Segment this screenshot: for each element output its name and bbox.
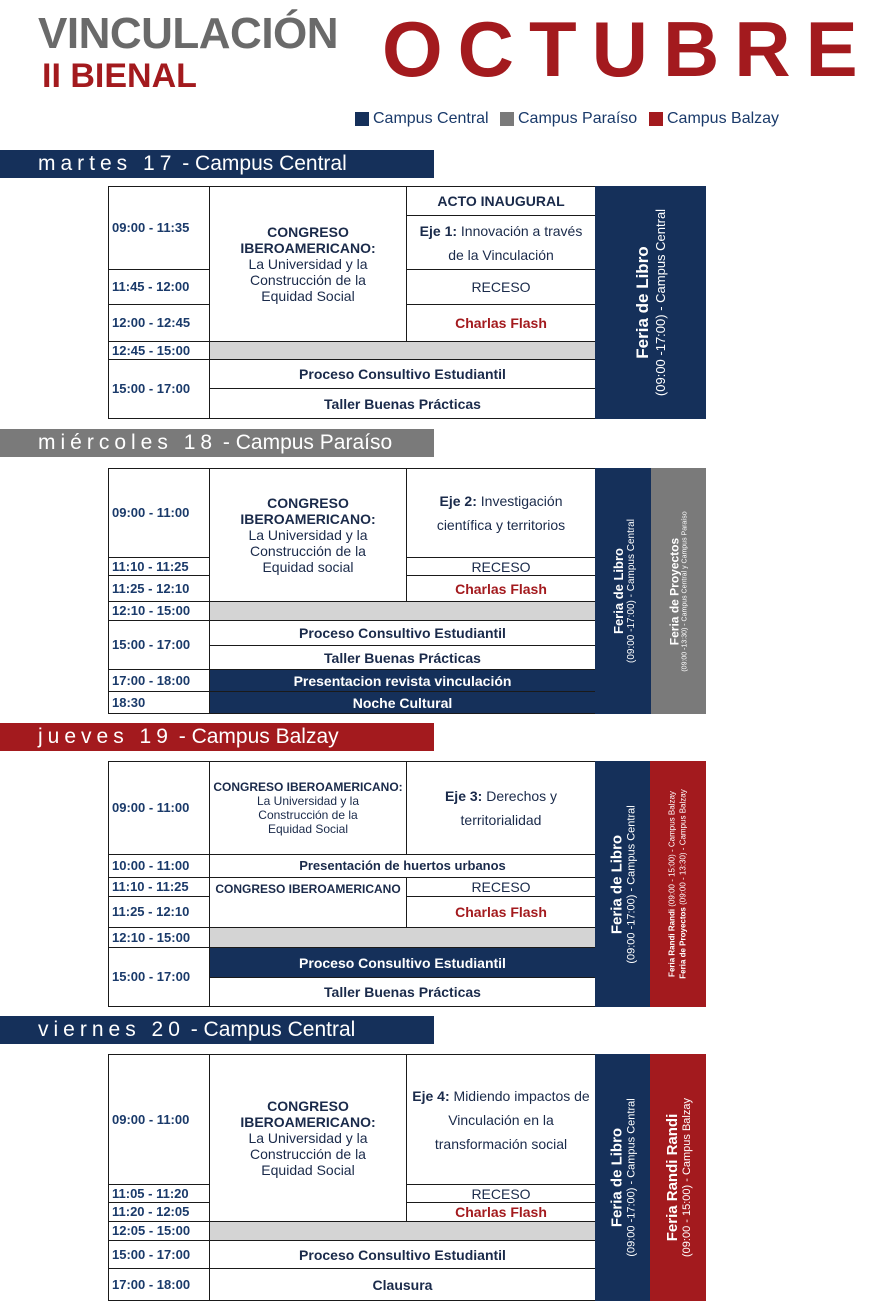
- time-slot: 11:25 - 12:10: [108, 896, 210, 928]
- schedule-jueves: [108, 761, 706, 1007]
- bar-subtitle: (09:00 -17:00) - Campus Central: [653, 208, 668, 397]
- legend-label: Campus Balzay: [667, 110, 780, 127]
- day-header-viernes: [0, 1016, 434, 1044]
- time-slot: 15:00 - 17:00: [108, 359, 210, 419]
- legend-item-balzay: [649, 108, 779, 130]
- bar-subtitle: (09:00 - 13:30) - Campus Balzay: [679, 789, 688, 905]
- congreso-sub: La Universidad y la: [248, 256, 368, 272]
- time-slot: 15:00 - 17:00: [108, 947, 210, 1007]
- bar-subtitle: (09:00 -17:00) - Campus Central: [625, 519, 637, 663]
- event-row: Taller Buenas Prácticas: [209, 977, 596, 1007]
- bar-subtitle: (09:00 - 15:00) - Campus Balzay: [668, 791, 677, 907]
- legend-label: Campus Central: [373, 110, 489, 127]
- month-title: OCTUBRE: [382, 5, 873, 93]
- lunch-break: [209, 601, 596, 621]
- eje-text: Innovación a través de la Vinculación: [448, 222, 583, 263]
- time-slot: 11:25 - 12:10: [108, 575, 210, 602]
- time-slot: 11:10 - 11:25: [108, 877, 210, 897]
- bar-title: Feria de Libro: [633, 246, 652, 359]
- bar-title: Feria de Proyectos: [668, 537, 683, 645]
- feria-libro-bar: [595, 186, 706, 419]
- receso: RECESO: [406, 557, 596, 576]
- time-slot: 17:00 - 18:00: [108, 1268, 210, 1301]
- bar-title: Feria Randi Randi: [668, 908, 677, 977]
- event-row: Presentacion revista vinculación: [209, 669, 596, 692]
- feria-libro-bar: [595, 761, 651, 1007]
- schedule-miercoles: [108, 468, 706, 714]
- day-campus: - Campus Central: [182, 152, 347, 175]
- bar-title: Feria de Libro: [608, 1127, 626, 1228]
- time-slot: 15:00 - 17:00: [108, 620, 210, 670]
- congreso-sub: La Universidad y la: [256, 794, 360, 808]
- event-row: Proceso Consultivo Estudiantil: [209, 1240, 596, 1269]
- legend-item-central: [355, 108, 489, 130]
- charlas-flash: Charlas Flash: [406, 575, 596, 602]
- legend-item-paraiso: [500, 108, 637, 130]
- bar-title: Feria de Libro: [610, 548, 626, 634]
- charlas-flash: Charlas Flash: [406, 896, 596, 928]
- time-slot: 15:00 - 17:00: [108, 1240, 210, 1269]
- legend-swatch: [355, 112, 369, 126]
- time-slot: 11:05 - 11:20: [108, 1184, 210, 1203]
- time-slot: 12:10 - 15:00: [108, 927, 210, 948]
- bar-title: Feria de Libro: [608, 834, 626, 934]
- congreso-title: CONGRESO IBEROAMERICANO:: [240, 224, 376, 256]
- day-header-jueves: [0, 723, 434, 751]
- legend-swatch: [649, 112, 663, 126]
- event-row: Presentación de huertos urbanos: [209, 854, 596, 878]
- day-campus: - Campus Paraíso: [222, 431, 393, 454]
- congreso-title: CONGRESO IBEROAMERICANO:: [213, 780, 403, 794]
- eje-block: [406, 468, 596, 558]
- eje-label: Eje 2:: [439, 493, 477, 509]
- time-slot: 12:00 - 12:45: [108, 304, 210, 342]
- header-title: VINCULACIÓN: [38, 9, 339, 58]
- congreso-block: [209, 1054, 407, 1222]
- congreso-sub: Equidad Social: [261, 288, 355, 304]
- event-row: Noche Cultural: [209, 691, 596, 714]
- congreso-sub: Construcción de la: [250, 1146, 366, 1162]
- bar-line: [678, 789, 689, 978]
- congreso-block: [209, 468, 407, 602]
- legend-label: Campus Paraíso: [518, 110, 638, 127]
- feria-libro-bar: [595, 1054, 651, 1301]
- congreso-sub: Equidad Social: [267, 822, 349, 836]
- congreso-sub: Construcción de la: [250, 543, 366, 559]
- bar-subtitle: (09:00 -17:00) - Campus Central: [625, 804, 638, 964]
- congreso-title: CONGRESO IBEROAMERICANO:: [240, 1098, 376, 1130]
- receso: RECESO: [406, 877, 596, 897]
- lunch-break: [209, 341, 596, 360]
- schedule-viernes: [108, 1054, 706, 1301]
- time-slot: 09:00 - 11:35: [108, 186, 210, 270]
- bar-title: Feria Randi Randi: [663, 1113, 681, 1242]
- header-subtitle: II BIENAL: [42, 57, 197, 95]
- eje-label: Eje 4:: [412, 1087, 450, 1104]
- congreso-sub: Construcción de la: [258, 808, 358, 822]
- time-slot: 17:00 - 18:00: [108, 669, 210, 692]
- time-slot: 09:00 - 11:00: [108, 1054, 210, 1185]
- feria-randi-proyectos-bar: [650, 761, 706, 1007]
- congreso-block: [209, 761, 407, 855]
- schedule-martes: [108, 186, 706, 419]
- bar-title: Feria de Proyectos: [679, 907, 688, 979]
- congreso-sub: Construcción de la: [250, 272, 366, 288]
- time-slot: 12:10 - 15:00: [108, 601, 210, 621]
- day-header-miercoles: [0, 429, 434, 457]
- receso: RECESO: [406, 269, 596, 305]
- day-name: martes 17: [38, 152, 177, 175]
- feria-proyectos-bar: [651, 468, 706, 714]
- acto-inaugural: ACTO INAUGURAL: [406, 186, 596, 216]
- congreso-sub: Equidad social: [262, 559, 354, 575]
- eje-block: [406, 761, 596, 855]
- time-slot: 10:00 - 11:00: [108, 854, 210, 878]
- day-campus: - Campus Balzay: [178, 725, 339, 748]
- congreso-block: [209, 186, 407, 342]
- legend-swatch: [500, 112, 514, 126]
- day-header-martes: [0, 150, 434, 178]
- congreso-sub: Equidad Social: [261, 1162, 355, 1178]
- lunch-break: [209, 1221, 596, 1241]
- eje-text: Derechos y territorialidad: [460, 788, 558, 828]
- eje-label: Eje 1:: [419, 222, 458, 239]
- day-name: miércoles 18: [38, 431, 218, 454]
- bar-subtitle: (09:00 -13:30) - Campus Central y Campus Paraíso: [682, 510, 690, 672]
- time-slot: 12:05 - 15:00: [108, 1221, 210, 1241]
- event-row: Taller Buenas Prácticas: [209, 388, 596, 419]
- bar-subtitle: (09:00 - 15:00) - Campus Balzay: [680, 1098, 693, 1257]
- event-row: Proceso Consultivo Estudiantil: [209, 620, 596, 646]
- feria-libro-bar: [595, 468, 652, 714]
- congreso-sub: La Universidad y la: [248, 527, 368, 543]
- congreso-title: CONGRESO IBEROAMERICANO:: [240, 495, 376, 527]
- charlas-flash: Charlas Flash: [406, 304, 596, 342]
- time-slot: 09:00 - 11:00: [108, 761, 210, 855]
- receso: RECESO: [406, 1184, 596, 1203]
- day-name: viernes 20: [38, 1018, 185, 1041]
- day-name: jueves 19: [38, 725, 173, 748]
- eje-text: Investigación científica y territorios: [436, 493, 566, 533]
- bar-line: [667, 789, 678, 978]
- lunch-break: [209, 927, 596, 948]
- time-slot: 11:45 - 12:00: [108, 269, 210, 305]
- charlas-flash: Charlas Flash: [406, 1202, 596, 1222]
- eje-block: [406, 215, 596, 270]
- congreso-sub: La Universidad y la: [248, 1130, 368, 1146]
- bar-subtitle: (09:00 -17:00) - Campus Central: [625, 1098, 638, 1257]
- feria-randi-bar: [650, 1054, 706, 1301]
- eje-label: Eje 3:: [444, 788, 483, 804]
- event-row: Proceso Consultivo Estudiantil: [209, 947, 596, 978]
- eje-text: Midiendo impactos de Vinculación en la transformación social: [434, 1087, 590, 1152]
- event-row: Taller Buenas Prácticas: [209, 645, 596, 670]
- time-slot: 18:30: [108, 691, 210, 714]
- time-slot: 11:20 - 12:05: [108, 1202, 210, 1222]
- event-row: Clausura: [209, 1268, 596, 1301]
- time-slot: 12:45 - 15:00: [108, 341, 210, 360]
- time-slot: 09:00 - 11:00: [108, 468, 210, 558]
- event-row: Proceso Consultivo Estudiantil: [209, 359, 596, 389]
- eje-block: [406, 1054, 596, 1185]
- time-slot: 11:10 - 11:25: [108, 557, 210, 576]
- congreso-block-2: CONGRESO IBEROAMERICANO: [209, 877, 407, 928]
- day-campus: - Campus Central: [190, 1018, 356, 1041]
